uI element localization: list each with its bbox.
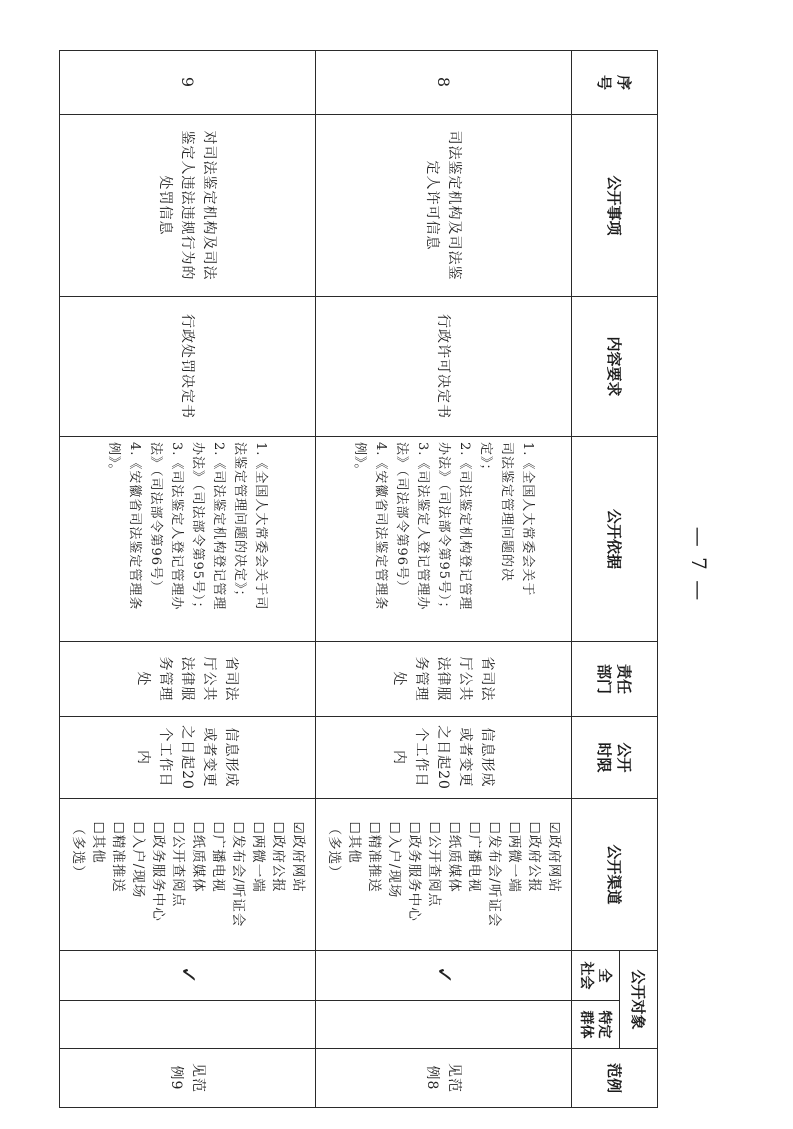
row-channels: ☑政府网站 ☐政府公报 ☐两微一端 ☐发布会/听证会 ☐广播电视 ☐纸质媒体 ☐公开查阅点 ☐政务服务中心 ☐入户/现场 ☐精准推送 ☐其他 （多选） — [326, 821, 562, 928]
row-time-limit: 信息形成 或者变更 之日起20 个工作日 内 — [316, 717, 572, 799]
row-channels-cell — [316, 799, 572, 951]
header-item: 公开事项 — [572, 115, 658, 297]
header-example: 范例 — [572, 1049, 658, 1108]
header-time-limit: 公开 时限 — [572, 717, 658, 799]
row-item: 对司法鉴定机构及司法 鉴定人违法违规行为的 处罚信息 — [60, 115, 316, 297]
row-audience-all-check: ✓ — [60, 951, 316, 1001]
row-audience-specific — [316, 1001, 572, 1049]
row-audience-all-check: ✓ — [316, 951, 572, 1001]
header-dept: 责任 部门 — [572, 642, 658, 717]
row-audience-specific — [60, 1001, 316, 1049]
row-dept: 省司法 厅公共 法律服 务管理 处 — [60, 642, 316, 717]
row-time-limit: 信息形成 或者变更 之日起20 个工作日 内 — [60, 717, 316, 799]
header-content: 内容要求 — [572, 297, 658, 437]
header-seq: 序 号 — [572, 51, 658, 115]
row-example: 见范 例8 — [316, 1049, 572, 1108]
page-number: — 7 — — [687, 526, 711, 603]
table-row — [316, 51, 572, 1108]
header-basis: 公开依据 — [572, 437, 658, 642]
row-dept: 省司法 厅公共 法律服 务管理 处 — [316, 642, 572, 717]
header-audience: 公开对象 — [620, 951, 658, 1049]
row-basis: 1.《全国人大常委会关于司 法鉴定管理问题的决定》； 2.《司法鉴定机构登记管理 办法》（司法部令第95号）； 3.《司法鉴定人登记管理办 法》（司法部令第96号） 4.《安徽省司法鉴定管理条 例》。 — [60, 437, 316, 642]
table-row — [60, 51, 316, 1108]
row-item: 司法鉴定机构及司法鉴 定人许可信息 — [316, 115, 572, 297]
row-content: 行政处罚决定书 — [60, 297, 316, 437]
header-channel: 公开渠道 — [572, 799, 658, 951]
row-seq: 8 — [316, 51, 572, 115]
row-content: 行政许可决定书 — [316, 297, 572, 437]
row-channels-cell — [60, 799, 316, 951]
disclosure-table — [59, 50, 658, 1108]
row-example: 见范 例9 — [60, 1049, 316, 1108]
row-basis: 1.《全国人大常委会关于 司法鉴定管理问题的决 定》； 2.《司法鉴定机构登记管理 办法》（司法部令第95号）； 3.《司法鉴定人登记管理办 法》（司法部令第96号） 4.《安徽省司法鉴定管理条 例》。 — [316, 437, 572, 642]
row-channels: ☑政府网站 ☐政府公报 ☐两微一端 ☐发布会/听证会 ☐广播电视 ☐纸质媒体 ☐公开查阅点 ☐政务服务中心 ☐入户/现场 ☐精准推送 ☐其他 （多选） — [70, 821, 306, 928]
header-audience-specific: 特定 群体 — [572, 1001, 620, 1049]
table-header-row — [620, 51, 658, 1108]
row-seq: 9 — [60, 51, 316, 115]
header-audience-all: 全 社会 — [572, 951, 620, 1001]
